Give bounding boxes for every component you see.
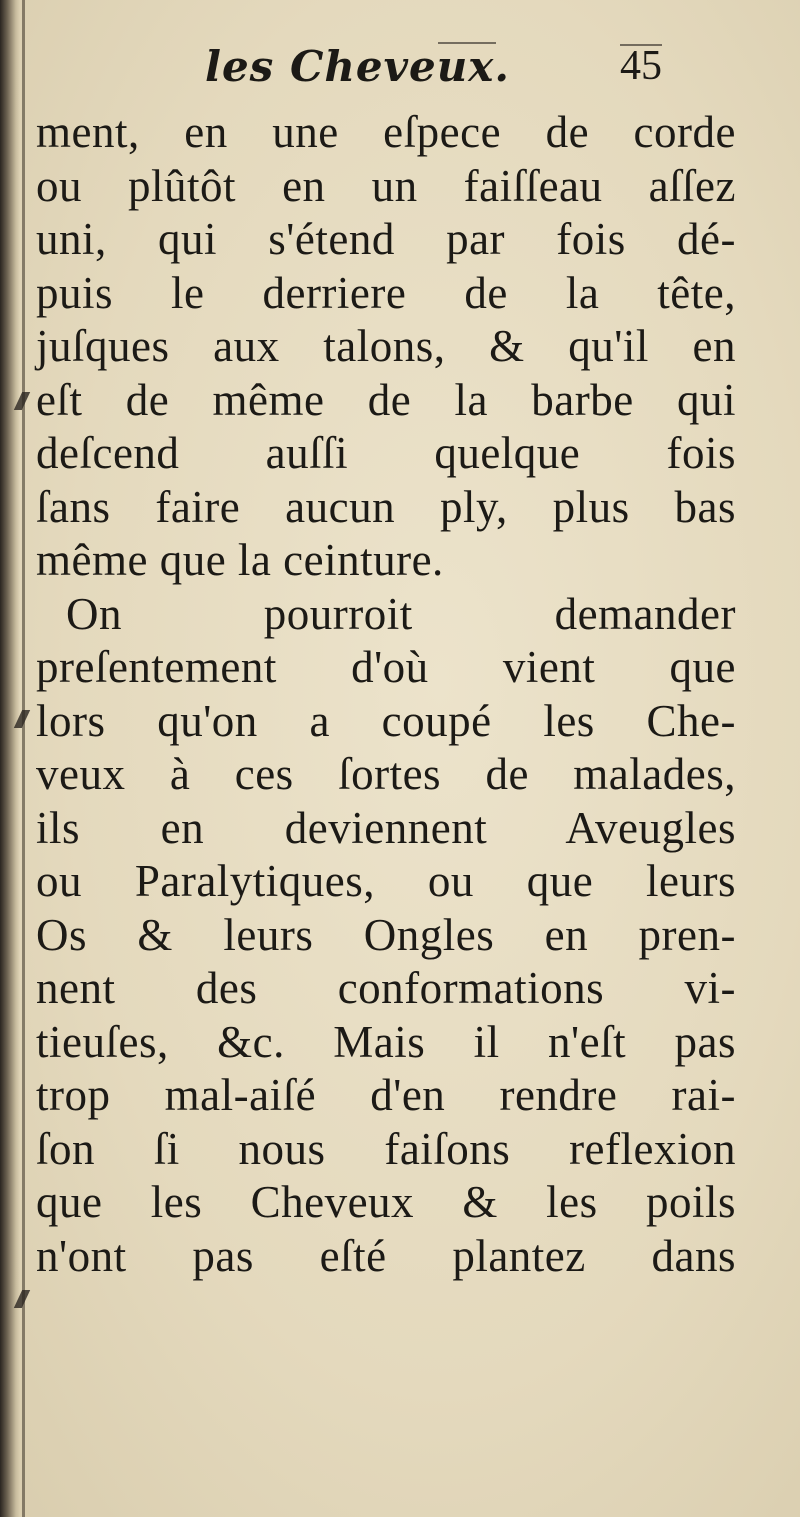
text-line: ſon ſi nous faiſons reflexion [36, 1123, 736, 1174]
text-line: On pourroit demander [66, 588, 736, 639]
text-line: Os & leurs Ongles en pren- [36, 909, 736, 960]
text-line: eſt de même de la barbe qui [36, 374, 736, 425]
text-line: lors qu'on a coupé les Che- [36, 695, 736, 746]
text-line: que les Cheveux & les poils [36, 1177, 736, 1227]
text-line: ment, en une eſpece de corde [36, 107, 736, 157]
text-line: ou Paralytiques, ou que leurs [36, 856, 736, 906]
running-head [40, 42, 760, 102]
text-line: ſans faire aucun ply, plus bas [36, 481, 736, 532]
text-line: puis le derriere de la tête, [36, 267, 736, 318]
text-line: même que la ceinture. [36, 535, 444, 585]
text-line: veux à ces ſortes de malades, [36, 749, 736, 799]
text-line: juſques aux talons, & qu'il en [36, 321, 736, 371]
page-gutter-shadow [0, 0, 20, 1517]
page-number: 45 [620, 43, 662, 89]
text-line: ou plûtôt en un faiſſeau aſſez [36, 160, 736, 211]
text-line: preſentement d'où vient que [36, 642, 736, 692]
text-line: uni, qui s'étend par fois dé- [36, 214, 736, 264]
text-line: n'ont pas eſté plantez dans [36, 1230, 736, 1281]
text-line: tieuſes, &c. Mais il n'eſt pas [36, 1016, 736, 1067]
text-line: ils en deviennent Aveugles [36, 802, 736, 853]
text-line: deſcend auſſi quelque fois [36, 428, 736, 478]
running-title: les Cheveux. [205, 42, 510, 91]
body-text [36, 106, 736, 1283]
text-line: nent des conformations vi- [36, 963, 736, 1013]
text-line: trop mal-aiſé d'en rendre rai- [36, 1070, 736, 1120]
